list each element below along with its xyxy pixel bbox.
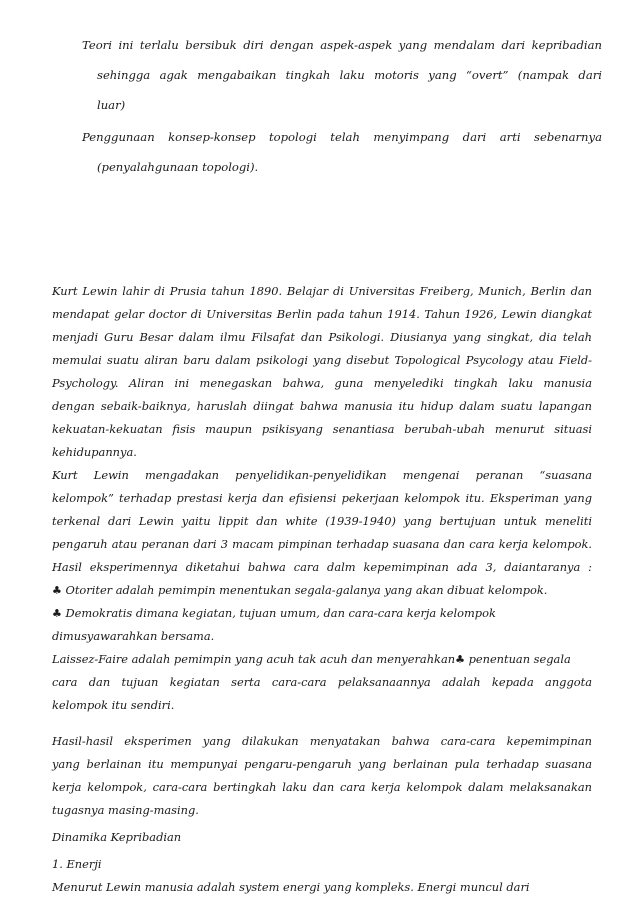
list-item-laissez-faire (52, 651, 571, 668)
list-item-text: Laissez-Faire adalah pemimpin yang acuh tak acuh dan menyerahkan (52, 652, 456, 666)
list-item-demokratis (52, 605, 496, 622)
club-bullet-icon: ♣ (455, 653, 465, 666)
list-item-otoriter (52, 582, 547, 599)
subsection-heading: 1. Enerji (52, 857, 102, 871)
bullet1-line-3: luar) (97, 98, 126, 112)
list-item-continuation: dimusyawarahkan bersama. (52, 629, 215, 643)
list-item-text: Otoriter adalah pemimpin menentukan segala-galanya yang akan dibuat kelompok. (65, 583, 548, 597)
paragraph2-line: terkenal dari Lewin yaitu lippit dan white (1939-1940) yang bertujuan untuk meneliti (52, 514, 592, 528)
paragraph2-line: Kurt Lewin mengadakan penyelidikan-penyelidikan mengenai peranan “suasana (52, 468, 592, 482)
paragraph1-line: kekuatan-kekuatan fisis maupun psikisyang senantiasa berubah-ubah menurut situasi (52, 422, 592, 436)
paragraph1-line: Psychology. Aliran ini menegaskan bahwa, guna menyelediki tingkah laku manusia (52, 376, 592, 390)
list-item-text: penentuan segala (464, 652, 571, 666)
paragraph1-line: Kurt Lewin lahir di Prusia tahun 1890. Belajar di Universitas Freiberg, Munich, Berlin dan (52, 284, 592, 298)
paragraph1-line: mendapat gelar doctor di Universitas Berlin pada tahun 1914. Tahun 1926, Lewin diangkat (52, 307, 592, 321)
paragraph3-line: yang berlainan itu mempunyai pengaru-pengaruh yang berlainan pula terhadap suasana (52, 757, 592, 771)
bullet2-line-1: Penggunaan konsep-konsep topologi telah menyimpang dari arti sebenarnya (82, 130, 602, 144)
paragraph3-line: tugasnya masing-masing. (52, 803, 199, 817)
list-item-continuation: kelompok itu sendiri. (52, 698, 175, 712)
paragraph1-line: memulai suatu aliran baru dalam psikologi yang disebut Topological Psycology atau Field- (52, 353, 592, 367)
paragraph4-line: Menurut Lewin manusia adalah system energi yang kompleks. Energi muncul dari (52, 880, 530, 894)
section-heading: Dinamika Kepribadian (52, 830, 182, 844)
list-item-text: Demokratis dimana kegiatan, tujuan umum, dan cara-cara kerja kelompok (65, 606, 496, 620)
paragraph2-line: Hasil eksperimennya diketahui bahwa cara dalm kepemimpinan ada 3, daiantaranya : (52, 560, 592, 574)
paragraph1-line: dengan sebaik-baiknya, haruslah diingat bahwa manusia itu hidup dalam suatu lapangan (52, 399, 592, 413)
paragraph3-line: Hasil-hasil eksperimen yang dilakukan menyatakan bahwa cara-cara kepemimpinan (52, 734, 592, 748)
paragraph2-line: kelompok” terhadap prestasi kerja dan efisiensi pekerjaan kelompok itu. Eksperiman yang (52, 491, 592, 505)
club-bullet-icon: ♣ (52, 607, 62, 620)
list-item-continuation: cara dan tujuan kegiatan serta cara-cara pelaksanaannya adalah kepada anggota (52, 675, 592, 689)
paragraph2-line: pengaruh atau peranan dari 3 macam pimpinan terhadap suasana dan cara kerja kelompok. (52, 537, 592, 551)
bullet1-line-1: Teori ini terlalu bersibuk diri dengan aspek-aspek yang mendalam dari kepribadian (82, 38, 602, 52)
paragraph1-line: menjadi Guru Besar dalam ilmu Filsafat dan Psikologi. Diusianya yang singkat, dia telah (52, 330, 592, 344)
club-bullet-icon: ♣ (52, 584, 62, 597)
paragraph3-line: kerja kelompok, cara-cara bertingkah laku dan cara kerja kelompok dalam melaksanakan (52, 780, 592, 794)
bullet2-line-2: (penyalahgunaan topologi). (97, 160, 259, 174)
paragraph1-line: kehidupannya. (52, 445, 137, 459)
bullet1-line-2: sehingga agak mengabaikan tingkah laku motoris yang “overt” (nampak dari (97, 68, 602, 82)
